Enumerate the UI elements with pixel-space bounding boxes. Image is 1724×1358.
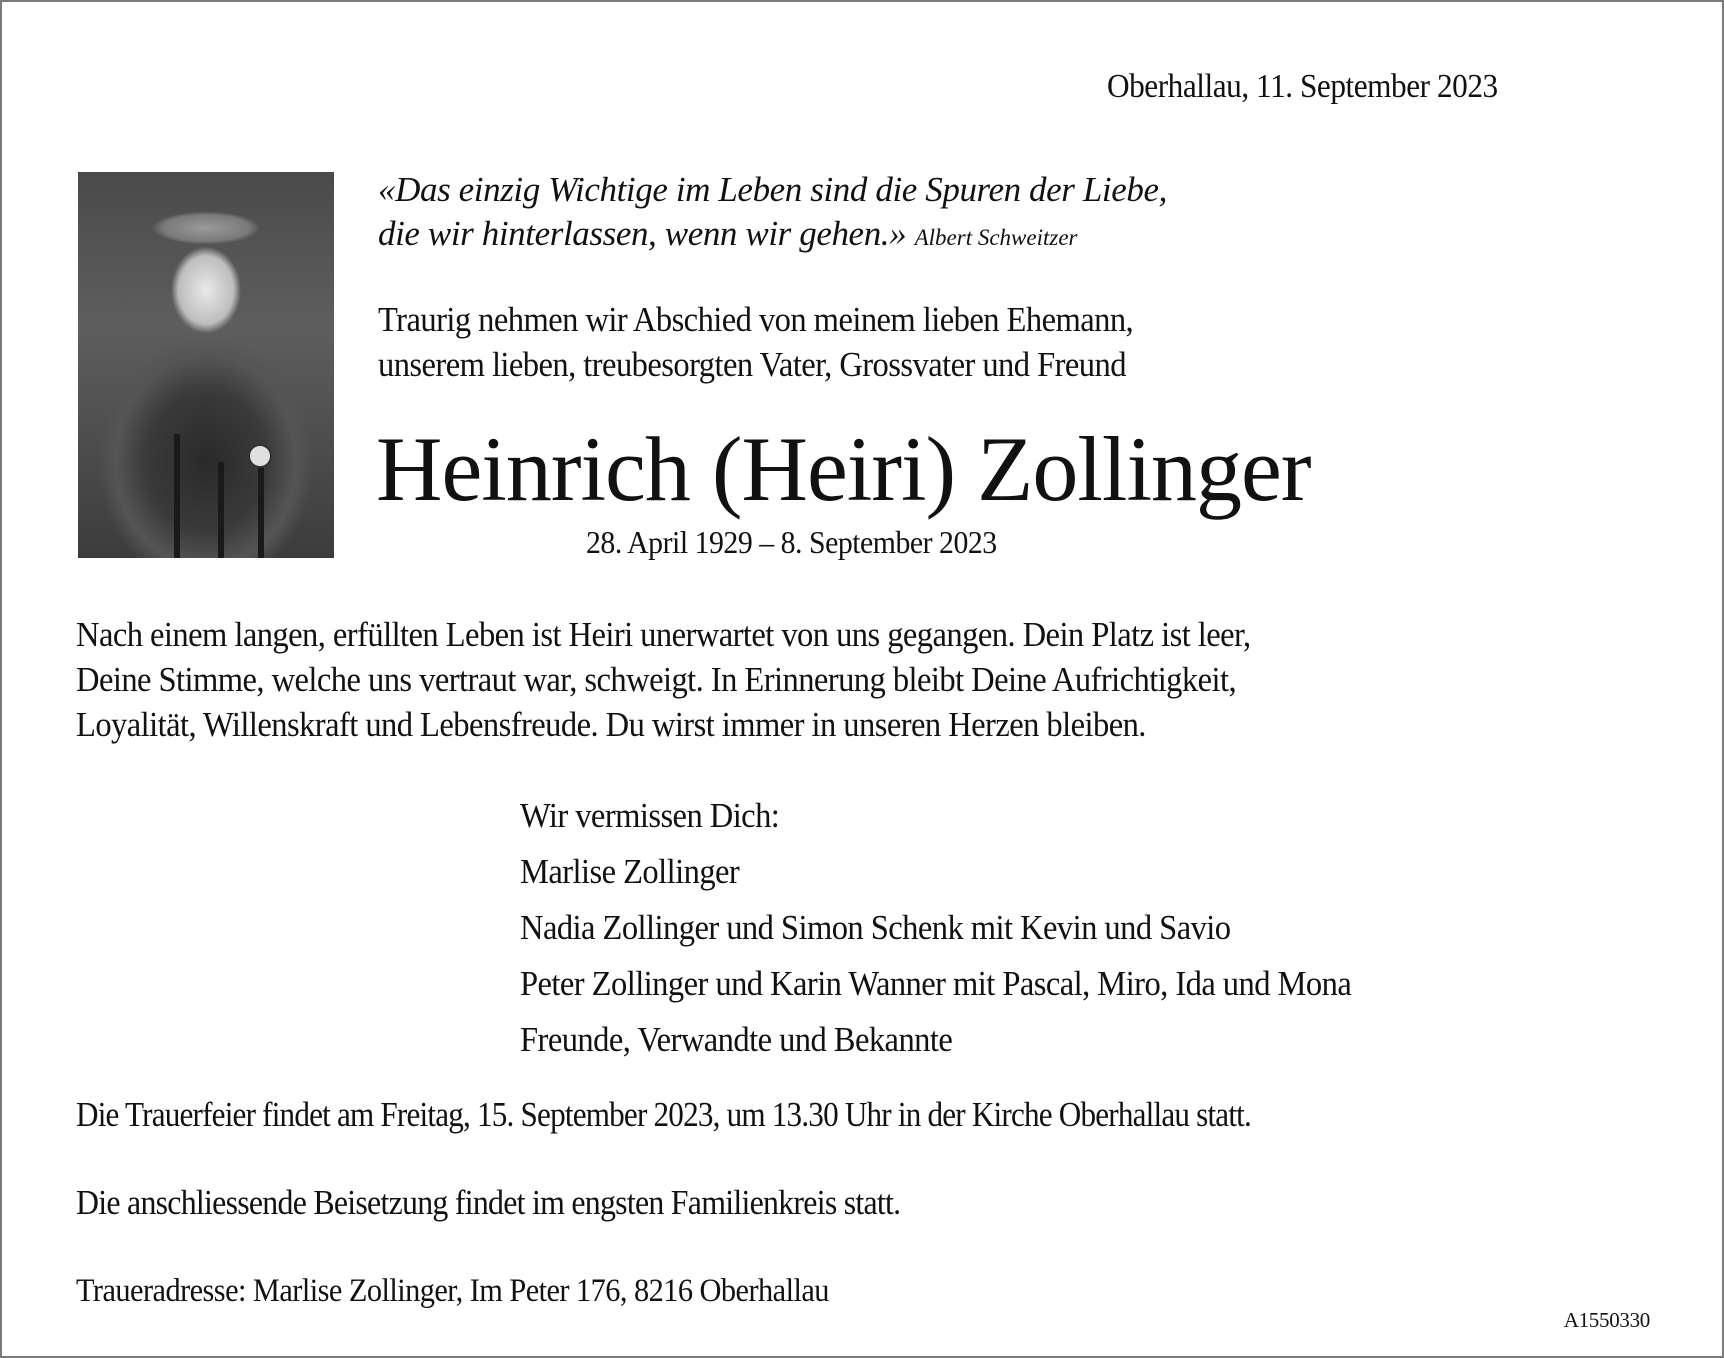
tribute-text: [76, 612, 1251, 747]
portrait-photo: [78, 172, 334, 558]
mourner-entry: Nadia Zollinger und Simon Schenk mit Kevin und Savio: [520, 908, 1231, 947]
deceased-name: Heinrich (Heiri) Zollinger: [376, 418, 1311, 520]
mourner-entry: Marlise Zollinger: [520, 852, 740, 891]
burial-info: Die anschliessende Beisetzung findet im engsten Familienkreis statt.: [76, 1183, 901, 1222]
quote-line-1: «Das einzig Wichtige im Leben sind die Spuren der Liebe,: [378, 170, 1167, 209]
quote-line-2: [378, 212, 1167, 260]
mourner-entry: Peter Zollinger und Karin Wanner mit Pascal, Miro, Ida und Mona: [520, 964, 1352, 1003]
ad-reference-id: A1550330: [1563, 1308, 1650, 1332]
funeral-service-info: Die Trauerfeier findet am Freitag, 15. September 2023, um 13.30 Uhr in der Kirche Oberhallau statt.: [76, 1095, 1252, 1134]
tribute-line-3: Loyalität, Willenskraft und Lebensfreude. Du wirst immer in unseren Herzen bleiben.: [76, 705, 1146, 744]
quote-block: [378, 168, 1167, 260]
intro-line-2: unserem lieben, treubesorgten Vater, Grossvater und Freund: [378, 345, 1126, 384]
mourning-address: Traueradresse: Marlise Zollinger, Im Peter 176, 8216 Oberhallau: [76, 1273, 829, 1309]
place-and-date: Oberhallau, 11. September 2023: [1107, 68, 1498, 105]
intro-line-1: Traurig nehmen wir Abschied von meinem lieben Ehemann,: [378, 300, 1134, 339]
cane-middle: [218, 462, 224, 558]
tribute-line-2: Deine Stimme, welche uns vertraut war, schweigt. In Erinnerung bleibt Deine Aufrichtigkeit,: [76, 660, 1237, 699]
mourner-entry: Freunde, Verwandte und Bekannte: [520, 1020, 953, 1059]
cane-left: [174, 434, 180, 558]
cane-knob: [248, 444, 272, 468]
intro-text: [378, 297, 1133, 387]
quote-line-2-text: die wir hinterlassen, wenn wir gehen.»: [378, 214, 907, 253]
lifespan-dates: 28. April 1929 – 8. September 2023: [586, 524, 997, 560]
mourners-list: [520, 788, 1351, 1068]
mourners-heading: Wir vermissen Dich:: [520, 796, 780, 835]
quote-author: Albert Schweitzer: [914, 225, 1078, 250]
tribute-line-1: Nach einem langen, erfüllten Leben ist Heiri unerwartet von uns gegangen. Dein Platz ist leer,: [76, 615, 1251, 654]
